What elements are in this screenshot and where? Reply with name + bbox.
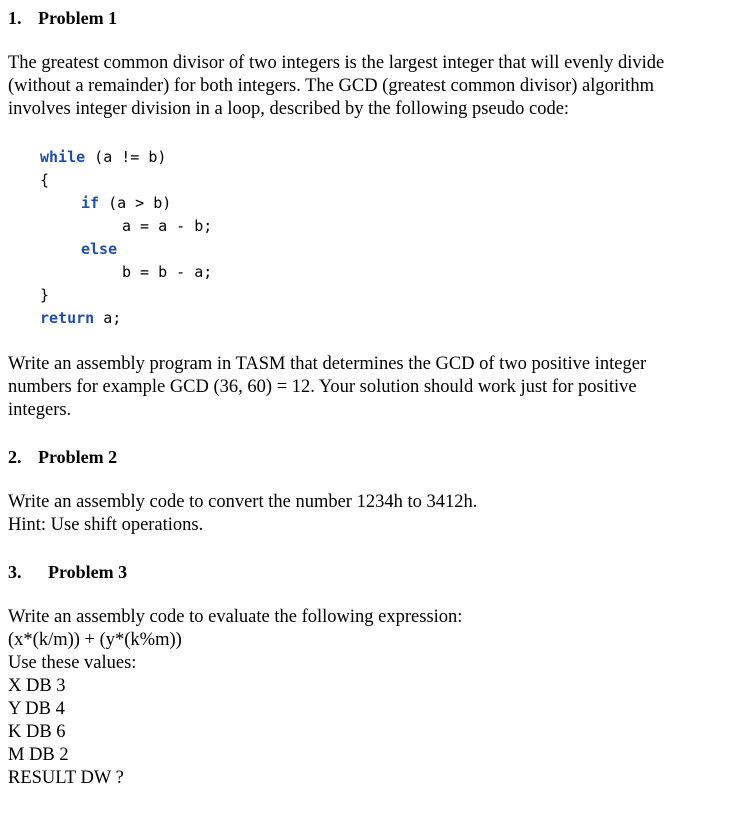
problem-3-number: 3. xyxy=(8,562,22,582)
paragraph-line: numbers for example GCD (36, 60) = 12. Your solution should work just for positive xyxy=(8,377,637,397)
problem-3-title: Problem 3 xyxy=(48,562,128,582)
value-x: X DB 3 xyxy=(8,676,66,696)
code-line-else: else xyxy=(81,240,118,258)
code-line-assign-a: a = a - b; xyxy=(122,217,213,235)
expression-line: (x*(k/m)) + (y*(k%m)) xyxy=(8,630,182,650)
code-line-close-brace: } xyxy=(40,286,50,304)
problem-2-number: 2. xyxy=(8,447,22,467)
paragraph-line: Use these values: xyxy=(8,653,137,673)
value-m: M DB 2 xyxy=(8,745,69,765)
paragraph-line: Write an assembly code to convert the number 1234h to 3412h. xyxy=(8,492,478,512)
value-result: RESULT DW ? xyxy=(8,768,124,788)
paragraph-line: The greatest common divisor of two integers is the largest integer that will evenly divide xyxy=(8,53,665,73)
problem-2-title: Problem 2 xyxy=(38,447,118,467)
problem-2-heading xyxy=(8,446,117,468)
paragraph-line: Write an assembly program in TASM that determines the GCD of two positive integer xyxy=(8,354,647,374)
paragraph-line: Hint: Use shift operations. xyxy=(8,515,204,535)
code-line-return: return a; xyxy=(40,309,122,327)
problem-3-heading xyxy=(8,561,127,583)
code-line-while: while (a != b) xyxy=(40,148,167,166)
problem-1-title: Problem 1 xyxy=(38,8,118,28)
paragraph-line: integers. xyxy=(8,400,72,420)
paragraph-line: (without a remainder) for both integers. The GCD (greatest common divisor) algorithm xyxy=(8,76,654,96)
problem-1-heading xyxy=(8,7,117,29)
code-line-if: if (a > b) xyxy=(81,194,172,212)
code-line-open-brace: { xyxy=(40,171,50,189)
code-line-assign-b: b = b - a; xyxy=(122,263,213,281)
paragraph-line: Write an assembly code to evaluate the following expression: xyxy=(8,607,463,627)
value-k: K DB 6 xyxy=(8,722,66,742)
problem-1-number: 1. xyxy=(8,8,22,28)
paragraph-line: involves integer division in a loop, described by the following pseudo code: xyxy=(8,99,570,119)
value-y: Y DB 4 xyxy=(8,699,65,719)
